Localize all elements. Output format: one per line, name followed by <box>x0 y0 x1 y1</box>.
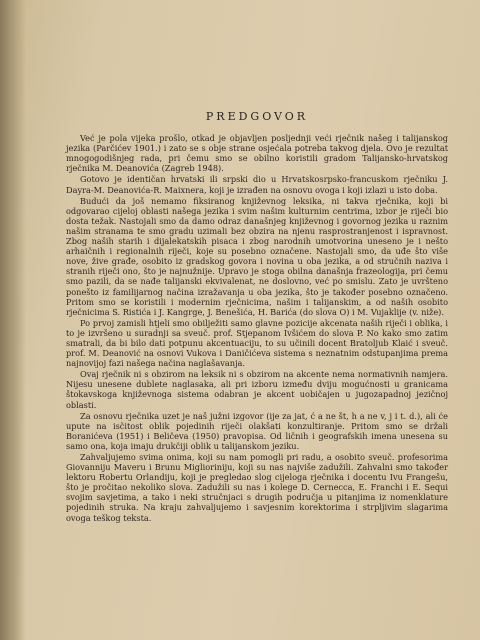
paragraph-6: Za osnovu rječnika uzet je naš južni izgovor (ije za jat, ć a ne št, h a ne v, j i t. d.), ali će upute na isčitost oblik pojedinih riječi olakšati konzultiranje. Pritom smo se držali Boranićeva (1951) i Beličeva (1950) pravopisa. Od ličnih i geografskih imena unesena su samo ona, koja imaju drukčiji oblik u talijanskom jeziku. <box>66 410 448 451</box>
paragraph-4: Po prvoj zamisli htjeli smo obilježiti samo glavne pozicije akcenata naših riječi i oblika, i to je izvršeno u suradnji sa sveuč. prof. Stjepanom Ivšićem do slova P. No kako smo zatim smatrali, da bi bilo dati potpunu akcentuaciju, to su učinili docent Bratoljub Klaić i sveuč. prof. M. Deanović na osnovi Vukova i Daničićeva sistema s neznatnim odstupanjima prema najnovijoj fazi našega načina naglašavanja. <box>66 317 448 369</box>
paragraph-2: Gotovo je identičan hrvatski ili srpski dio u Hrvatskosrpsko-francuskom rječniku J. Dayra-M. Deanovića-R. Maixnera, koji je izrađen na osnovu ovoga i koji izlazi u isto doba. <box>66 174 448 195</box>
page-text <box>66 112 448 523</box>
book-spine-shadow <box>0 0 26 640</box>
paragraph-5: Ovaj rječnik ni s obzirom na leksik ni s obzirom na akcente nema normativnih namjera. Nijesu unesene dublete naglasaka, ali pri izboru između dviju mogućnosti u granicama štokavskoga književnoga sistema odabran je akcent uobičajen u jugozapadnoj jezičnoj oblasti. <box>66 369 448 410</box>
paragraph-3: Budući da još nemamo fiksiranog književnog leksika, ni takva rječnika, koji bi odgovarao cijeloj oblasti našega jezika i svim našim kulturnim centrima, izbor je riječi bio dosta težak. Nastojali smo da damo odraz današnjeg književnog i govornog jezika u raznim našim stranama te smo gradu uzimali bez obzira na njenu rasprostranjenost i ispravnost. Zbog naših starih i dijalekatskih pisaca i zbog narodnih umotvorina uneseno je i nešto arhaičnih i regionalnih riječi, koje su posebno označene. Nastojali smo, da uđe što više nove, žive građe, osobito iz gradskog govora i novina u oba jezika, a od stručnih naziva i stranih riječi ono, što je najnužnije. Upravo je stoga obilna današnja frazeologija, pri čemu smo pazili, da se nađe talijanski ekvivalenat, ne doslovno, već po smislu. Zato je uvršteno ponešto iz familijarnog načina izražavanja u oba jezika, što je također posebno označeno. Pritom smo se koristili i modernim rječnicima, našim i talijanskim, a od naših osobito rječnicima S. Ristića i J. Kangrge, J. Benešića, H. Barića (do slova O) i M. Vujaklije (v. niže). <box>66 195 448 317</box>
paragraph-1: Već je pola vijeka prošlo, otkad je objavljen posljednji veći rječnik našeg i talijanskog jezika (Parčićev 1901.) i zato se s obje strane osjećala potreba takvog djela. Ovo je rezultat mnogogodišnjeg rada, pri čemu smo se obilno koristili gradom Talijansko-hrvatskog rječnika M. Deanovića (Zagreb 1948). <box>66 133 448 174</box>
page-title: PREDGOVOR <box>205 110 309 123</box>
paragraph-7: Zahvaljujemo svima onima, koji su nam pomogli pri radu, a osobito sveuč. profesorima Giovanniju Maveru i Brunu Miglioriniju, koji su nas najviše zadužili. Zahvalni smo također lektoru Robertu Orlandiju, koji je pregledao slog cijeloga rječnika i docentu Ivu Frangešu, što je pročitao nekoliko slova. Zadužili su nas i kolege D. Cernecca, E. Franchi i E. Sequi svojim savjetima, a tako i neki stručnjaci s drugih područja u pitanjima iz nomenklature pojedinih struka. Na kraju zahvaljujemo i savjesnim korektorima i strpljivim slagarima ovoga teškog teksta. <box>66 452 448 523</box>
